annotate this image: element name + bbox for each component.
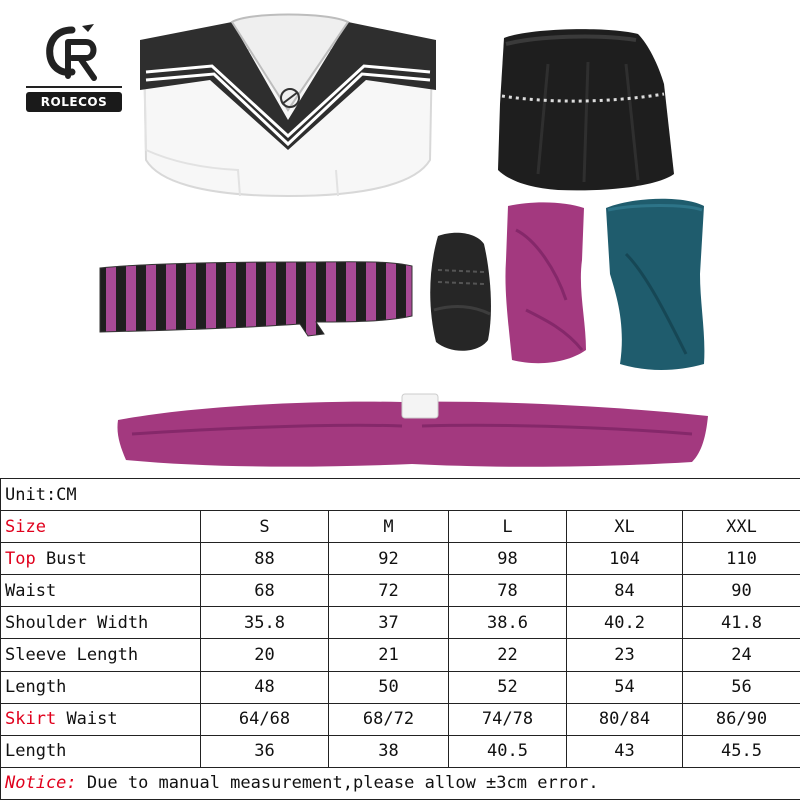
table-cell: 43	[567, 735, 683, 767]
table-cell: 45.5	[683, 735, 800, 767]
table-row	[1, 607, 800, 639]
table-cell: 90	[683, 575, 800, 607]
row-measure-label: Length	[5, 677, 67, 698]
row-label	[1, 639, 201, 671]
table-cell: 98	[449, 543, 567, 575]
notice-label: Notice:	[5, 773, 77, 794]
brand-logo	[26, 22, 122, 112]
header-row	[1, 511, 800, 543]
logo-mark-icon	[42, 22, 104, 82]
size-header-label: Size	[1, 511, 201, 543]
table-cell: 38	[329, 735, 449, 767]
size-header-s: S	[201, 511, 329, 543]
table-cell: 24	[683, 639, 800, 671]
table-cell: 68/72	[329, 703, 449, 735]
table-cell: 68	[201, 575, 329, 607]
row-label	[1, 575, 201, 607]
table-cell: 22	[449, 639, 567, 671]
table-row	[1, 703, 800, 735]
table-cell: 38.6	[449, 607, 567, 639]
table-cell: 52	[449, 671, 567, 703]
row-measure-label: Length	[5, 741, 67, 762]
table-row	[1, 671, 800, 703]
size-header-m: M	[329, 511, 449, 543]
black-cuffs-image	[424, 230, 498, 356]
table-cell: 36	[201, 735, 329, 767]
table-cell: 88	[201, 543, 329, 575]
row-label	[1, 671, 201, 703]
table-cell: 20	[201, 639, 329, 671]
table-cell: 50	[329, 671, 449, 703]
striped-arm-sleeves-image	[96, 256, 416, 338]
table-cell: 56	[683, 671, 800, 703]
table-cell: 110	[683, 543, 800, 575]
table-cell: 72	[329, 575, 449, 607]
row-label	[1, 607, 201, 639]
table-row	[1, 735, 800, 767]
row-label	[1, 543, 201, 575]
table-cell: 64/68	[201, 703, 329, 735]
table-cell: 86/90	[683, 703, 800, 735]
table-cell: 21	[329, 639, 449, 671]
row-section-label: Top	[5, 548, 36, 569]
notice-text: Due to manual measurement,please allow ±3cm error.	[76, 773, 599, 794]
table-cell: 41.8	[683, 607, 800, 639]
table-row	[1, 543, 800, 575]
size-header-xxl: XXL	[683, 511, 800, 543]
row-label	[1, 735, 201, 767]
notice-row	[1, 767, 800, 799]
table-cell: 35.8	[201, 607, 329, 639]
row-measure-label: Waist	[66, 709, 118, 730]
notice-cell	[1, 767, 800, 799]
size-chart-table	[0, 478, 800, 800]
table-cell: 48	[201, 671, 329, 703]
size-header-l: L	[449, 511, 567, 543]
black-skirt-image	[488, 24, 678, 194]
size-header-xl: XL	[567, 511, 683, 543]
purple-fabric-image	[496, 200, 592, 368]
logo-divider	[26, 86, 122, 88]
brand-logo-text: ROLECOS	[26, 92, 122, 112]
table-cell: 23	[567, 639, 683, 671]
table-cell: 84	[567, 575, 683, 607]
table-cell: 104	[567, 543, 683, 575]
row-measure-label: Bust	[45, 548, 87, 569]
row-measure-label: Shoulder Width	[5, 612, 149, 633]
row-measure-label: Waist	[5, 580, 57, 601]
row-measure-label: Sleeve Length	[5, 645, 139, 666]
table-cell: 54	[567, 671, 683, 703]
table-cell: 40.2	[567, 607, 683, 639]
table-row	[1, 639, 800, 671]
table-cell: 78	[449, 575, 567, 607]
row-section-label: Skirt	[5, 709, 57, 730]
table-cell: 80/84	[567, 703, 683, 735]
teal-stockings-image	[596, 194, 710, 374]
table-cell: 37	[329, 607, 449, 639]
row-label	[1, 703, 201, 735]
unit-label: Unit:CM	[1, 479, 800, 511]
table-cell: 40.5	[449, 735, 567, 767]
purple-bow-image	[112, 380, 712, 472]
table-cell: 74/78	[449, 703, 567, 735]
sailor-top-image	[138, 10, 438, 200]
unit-row	[1, 479, 800, 511]
table-row	[1, 575, 800, 607]
table-cell: 92	[329, 543, 449, 575]
